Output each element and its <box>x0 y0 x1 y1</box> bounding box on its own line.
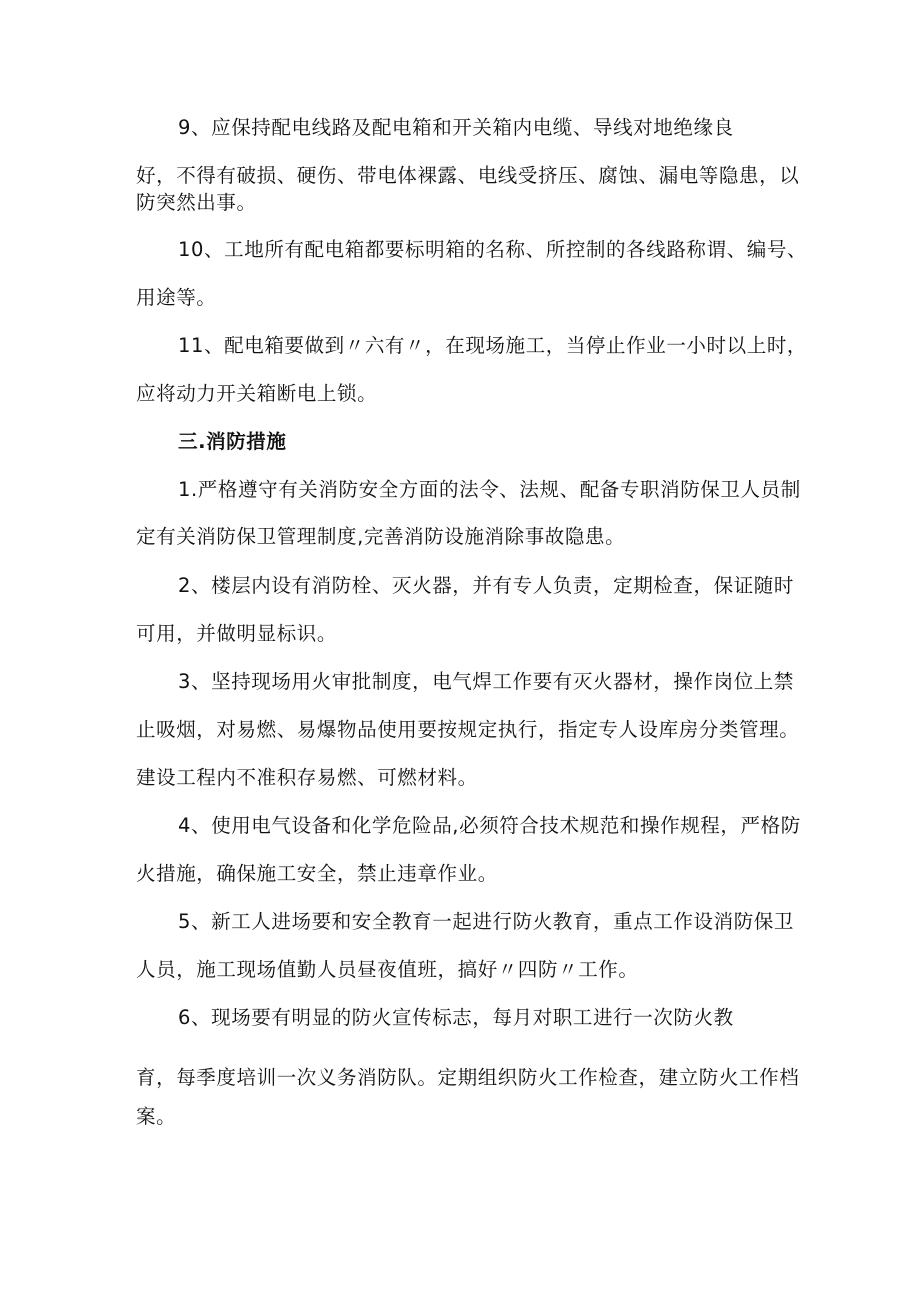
fire-item-6-line-2: 育，每季度培训一次义务消防队。定期组织防火工作检查，建立防火工作档 <box>136 1066 800 1089</box>
fire-item-2-line-2: 可用，并做明显标识。 <box>136 622 338 645</box>
item-10-line-2: 用途等。 <box>136 286 217 309</box>
fire-item-4-line-2: 火措施，确保施工安全，禁止违章作业。 <box>136 862 498 885</box>
fire-item-3-line-2: 止吸烟，对易燃、易爆物品使用要按规定执行，指定专人设库房分类管理。 <box>136 718 800 741</box>
section-heading-fire-protection: 三.消防措施 <box>178 430 287 453</box>
item-10-line-1: 10、工地所有配电箱都要标明箱的名称、所控制的各线路称谓、编号、 <box>178 238 808 261</box>
fire-item-1-line-2: 定有关消防保卫管理制度,完善消防设施消除事故隐患。 <box>136 525 626 548</box>
item-11-line-1: 11、配电箱要做到〃六有〃，在现场施工，当停止作业一小时以上时， <box>178 334 808 357</box>
item-11-line-2: 应将动力开关箱断电上锁。 <box>136 382 378 405</box>
fire-item-2-line-1: 2、楼层内设有消防栓、灭火器，并有专人负责，定期检查，保证随时 <box>178 574 795 597</box>
fire-item-4-line-1: 4、使用电气设备和化学危险品,必须符合技术规范和操作规程，严格防 <box>178 814 801 837</box>
fire-item-6-line-1: 6、现场要有明显的防火宣传标志，每月对职工进行一次防火教 <box>178 1006 734 1029</box>
fire-item-6-line-3: 案。 <box>136 1105 177 1128</box>
fire-item-3-line-1: 3、坚持现场用火审批制度，电气焊工作要有灭火器材，操作岗位上禁 <box>178 670 795 693</box>
item-9-line-3: 防突然出事。 <box>136 191 257 214</box>
item-9-line-2: 好，不得有破损、硬伤、带电体裸露、电线受挤压、腐蚀、漏电等隐患，以 <box>136 164 800 187</box>
fire-item-5-line-1: 5、新工人进场要和安全教育一起进行防火教育，重点工作设消防保卫 <box>178 910 795 933</box>
item-9-line-1: 9、应保持配电线路及配电箱和开关箱内电缆、导线对地绝缘良 <box>178 116 734 139</box>
fire-item-5-line-2: 人员，施工现场值勤人员昼夜值班，搞好〃四防〃工作。 <box>136 958 639 981</box>
fire-item-3-line-3: 建设工程内不准积存易燃、可燃材料。 <box>136 766 478 789</box>
fire-item-1-line-1: 1.严格遵守有关消防安全方面的法令、法规、配备专职消防保卫人员制 <box>178 478 801 501</box>
